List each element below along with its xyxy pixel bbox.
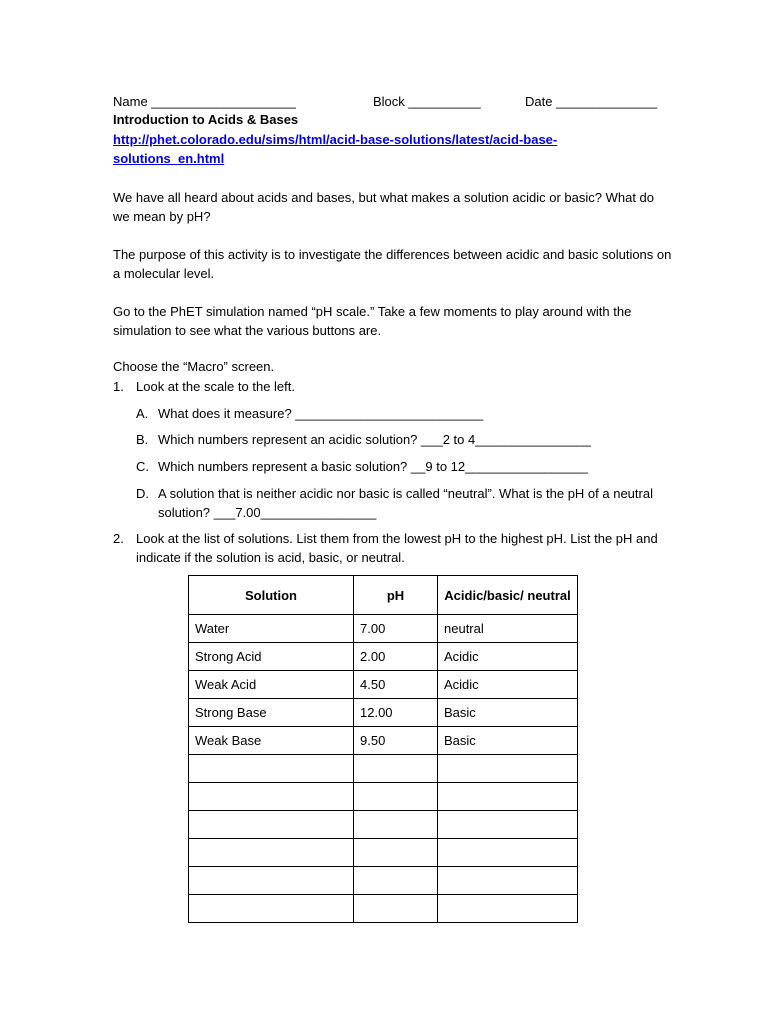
solution-cell [189,839,354,867]
column-header-solution: Solution [189,576,354,615]
table-row [189,839,578,867]
intro-paragraph: We have all heard about acids and bases, but what makes a solution acidic or basic? What do we mean by pH? [113,190,655,224]
table-row [189,615,578,643]
solution-cell: Weak Acid [189,671,354,699]
solution-cell: Strong Acid [189,643,354,671]
table-row [189,727,578,755]
table-row [189,867,578,895]
ph-cell [354,783,438,811]
phet-link-line2[interactable]: solutions_en.html [113,151,225,166]
ph-cell [354,839,438,867]
acidity-cell: Basic [438,727,578,755]
ph-cell [354,867,438,895]
solution-cell [189,867,354,895]
column-header-acidity: Acidic/basic/ neutral [438,576,578,615]
question-number: 2. [113,531,124,546]
block-field: Block __________ [373,94,481,109]
macro-screen-instruction: Choose the “Macro” screen. [113,359,275,374]
question-number: 1. [113,379,124,394]
acidity-cell [438,783,578,811]
solution-cell [189,811,354,839]
solution-cell: Strong Base [189,699,354,727]
purpose-paragraph: The purpose of this activity is to investigate the differences between acidic and basic solutions on a molecular level. [113,247,672,281]
subquestion-letter: B. [136,432,149,447]
solution-cell [189,755,354,783]
solution-cell: Weak Base [189,727,354,755]
subquestion-letter: A. [136,406,149,421]
subquestion-text: Which numbers represent an acidic solution? ___2 to 4________________ [158,432,591,447]
table-row [189,643,578,671]
question-text: Look at the list of solutions. List them from the lowest pH to the highest pH. List the pH and indicate if the solution is acid, basic, or neutral. [136,531,658,565]
solutions-table [188,575,578,923]
date-field: Date ______________ [525,94,658,109]
question-text: Look at the scale to the left. [136,379,295,394]
worksheet-title: Introduction to Acids & Bases [113,112,299,127]
ph-cell: 12.00 [354,699,438,727]
table-row [189,699,578,727]
solution-cell: Water [189,615,354,643]
name-field: Name ____________________ [113,94,296,109]
acidity-cell [438,895,578,923]
acidity-cell: Acidic [438,671,578,699]
subquestion-text: Which numbers represent a basic solution? __9 to 12_________________ [158,459,589,474]
acidity-cell [438,811,578,839]
solution-cell [189,895,354,923]
ph-cell [354,895,438,923]
acidity-cell [438,755,578,783]
acidity-cell: Acidic [438,643,578,671]
phet-link-line1[interactable]: http://phet.colorado.edu/sims/html/acid-base-solutions/latest/acid-base- [113,132,558,147]
table-row [189,895,578,923]
acidity-cell: neutral [438,615,578,643]
acidity-cell [438,839,578,867]
ph-cell [354,755,438,783]
column-header-ph: pH [354,576,438,615]
table-row [189,671,578,699]
table-header-row [189,576,578,615]
table-row [189,755,578,783]
table-row [189,783,578,811]
acidity-cell: Basic [438,699,578,727]
instructions-paragraph: Go to the PhET simulation named “pH scale.” Take a few moments to play around with the simulation to see what the various buttons are. [113,304,632,338]
ph-cell: 4.50 [354,671,438,699]
ph-cell: 7.00 [354,615,438,643]
ph-cell: 9.50 [354,727,438,755]
subquestion-letter: D. [136,486,149,501]
subquestion-text: A solution that is neither acidic nor basic is called “neutral”. What is the pH of a neutral solution? ___7.00________________ [158,486,653,520]
acidity-cell [438,867,578,895]
table-row [189,811,578,839]
ph-cell: 2.00 [354,643,438,671]
ph-cell [354,811,438,839]
subquestion-text: What does it measure? __________________________ [158,406,484,421]
subquestion-letter: C. [136,459,149,474]
solution-cell [189,783,354,811]
